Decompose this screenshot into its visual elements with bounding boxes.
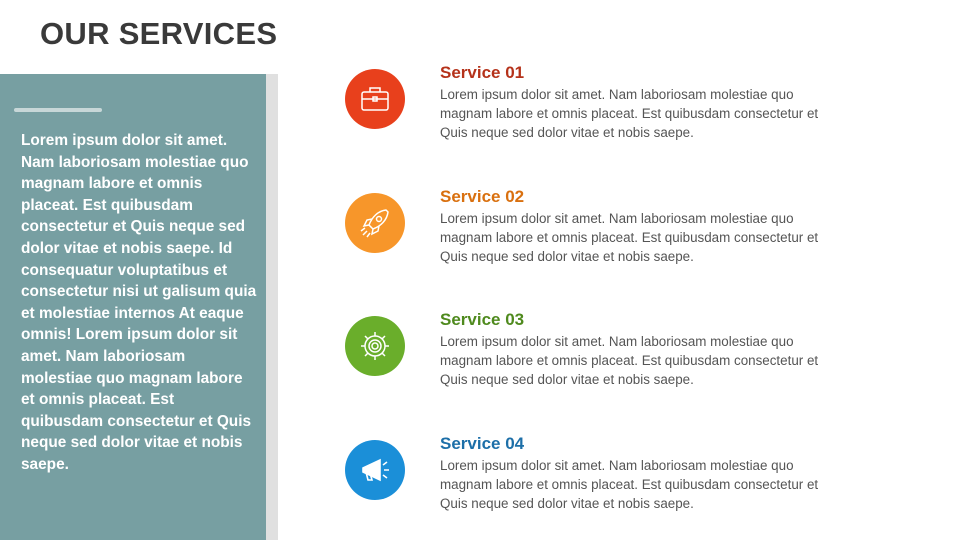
panel-divider	[266, 74, 278, 540]
service-title: Service 01	[440, 63, 525, 82]
accent-bar	[14, 108, 102, 112]
service-description: Lorem ipsum dolor sit amet. Nam laboriosam molestiae quo magnam labore et omnis placeat. Est quibusdam consectetur et Quis neque sed dolor vitae et nobis saepe.	[440, 87, 819, 140]
service-title: Service 02	[440, 187, 525, 206]
service-description: Lorem ipsum dolor sit amet. Nam laboriosam molestiae quo magnam labore et omnis placeat. Est quibusdam consectetur et Quis neque sed dolor vitae et nobis saepe.	[440, 334, 819, 387]
service-title: Service 04	[440, 434, 525, 453]
service-description: Lorem ipsum dolor sit amet. Nam laboriosam molestiae quo magnam labore et omnis placeat. Est quibusdam consectetur et Quis neque sed dolor vitae et nobis saepe.	[440, 458, 819, 511]
service-item	[345, 310, 945, 396]
page-title: OUR SERVICES	[40, 16, 278, 51]
gear-icon	[345, 316, 405, 376]
service-item	[345, 63, 945, 149]
service-item	[345, 187, 945, 273]
megaphone-icon	[345, 440, 405, 500]
service-title: Service 03	[440, 310, 525, 329]
rocket-icon	[345, 193, 405, 253]
briefcase-icon	[345, 69, 405, 129]
service-item	[345, 434, 945, 520]
service-description: Lorem ipsum dolor sit amet. Nam laboriosam molestiae quo magnam labore et omnis placeat. Est quibusdam consectetur et Quis neque sed dolor vitae et nobis saepe.	[440, 211, 819, 264]
sidebar-text: Lorem ipsum dolor sit amet. Nam laboriosam molestiae quo magnam labore et omnis placeat. Est quibusdam consectetur et Quis neque sed dolor vitae et nobis saepe. Id consequatur voluptatibus et consectetur nisi ut galisum quia et molestiae internos At eaque omnis! Lorem ipsum dolor sit amet. Nam laboriosam molestiae quo magnam labore et omnis placeat. Est quibusdam consectetur et Quis neque sed dolor vitae et nobis saepe.	[21, 132, 257, 473]
